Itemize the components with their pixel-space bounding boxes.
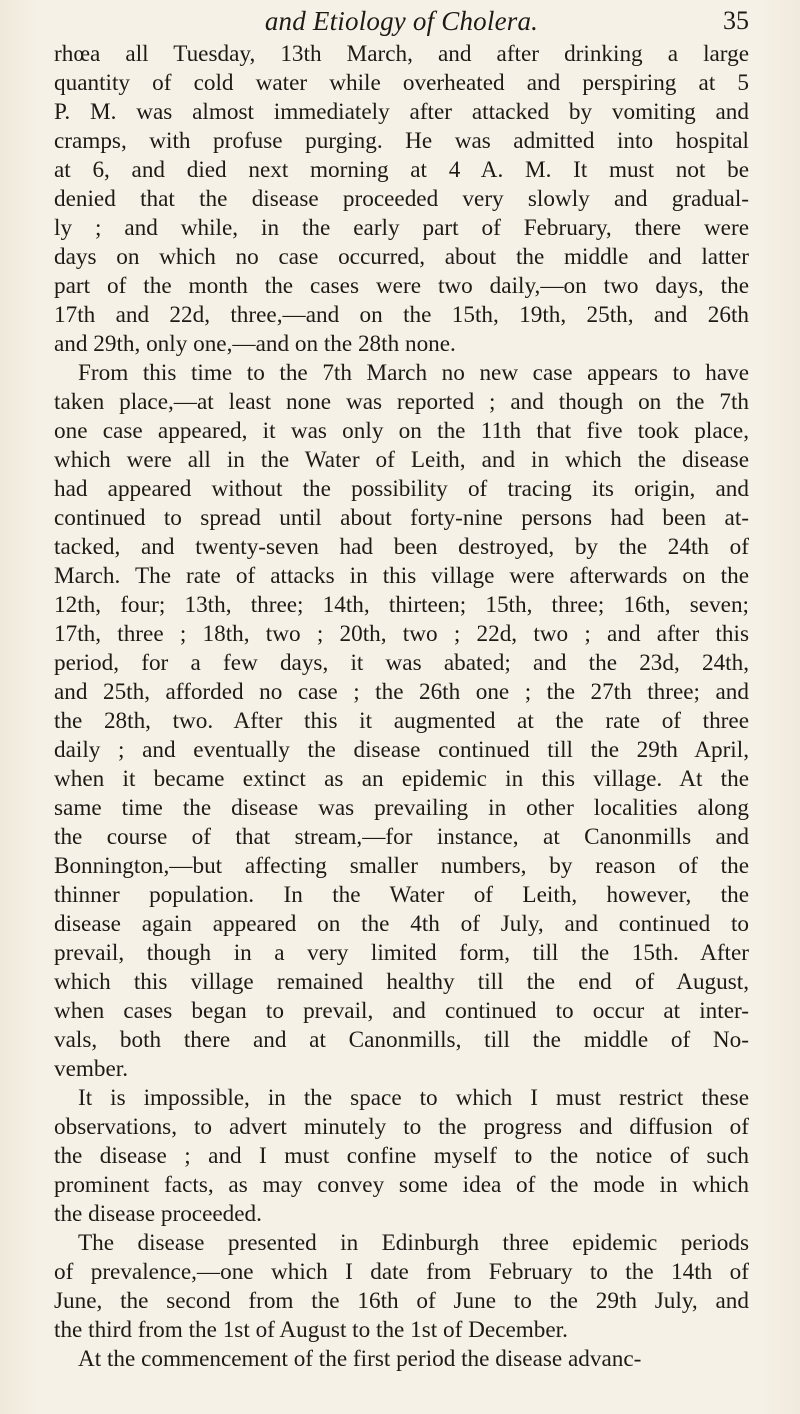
text-line: when cases began to prevail, and continued to occur at inter- — [54, 998, 749, 1024]
text-line: and 29th, only one,—and on the 28th none. — [54, 331, 456, 357]
text-line: vember. — [54, 1056, 129, 1082]
text-line: part of the month the cases were two daily,—on two days, the — [54, 273, 749, 299]
body-text — [54, 40, 749, 1374]
text-line: The disease presented in Edinburgh three epidemic periods — [78, 1230, 749, 1256]
text-line: at 6, and died next morning at 4 A. M. It must not be — [54, 157, 749, 183]
text-line: one case appeared, it was only on the 11th that five took place, — [54, 418, 749, 444]
text-line: 17th and 22d, three,—and on the 15th, 19th, 25th, and 26th — [54, 302, 749, 328]
text-line: of prevalence,—one which I date from February to the 14th of — [54, 1259, 749, 1285]
text-line: which were all in the Water of Leith, and in which the disease — [54, 447, 749, 473]
text-line: the third from the 1st of August to the 1st of December. — [54, 1317, 568, 1343]
text-line: which this village remained healthy till the end of August, — [54, 969, 749, 995]
text-line: the course of that stream,—for instance, at Canonmills and — [54, 824, 749, 850]
text-line: P. M. was almost immediately after attacked by vomiting and — [54, 99, 749, 125]
text-line: daily ; and eventually the disease continued till the 29th April, — [54, 737, 749, 763]
text-line: vals, both there and at Canonmills, till the middle of No- — [54, 1027, 749, 1053]
text-line: rhœa all Tuesday, 13th March, and after drinking a large — [54, 41, 749, 67]
text-line: cramps, with profuse purging. He was admitted into hospital — [54, 128, 749, 154]
text-line: the disease proceeded. — [54, 1201, 262, 1227]
text-line: observations, to advert minutely to the progress and diffusion of — [54, 1114, 749, 1140]
text-line: quantity of cold water while overheated and perspiring at 5 — [54, 70, 749, 96]
text-line: ly ; and while, in the early part of February, there were — [54, 215, 749, 241]
page-number: 35 — [723, 6, 749, 35]
text-line: June, the second from the 16th of June to the 29th July, and — [54, 1288, 749, 1314]
text-line: prevail, though in a very limited form, till the 15th. After — [54, 940, 749, 966]
text-line: March. The rate of attacks in this village were afterwards on the — [54, 563, 749, 589]
text-line: At the commencement of the first period the disease advanc- — [78, 1346, 642, 1372]
text-line: and 25th, afforded no case ; the 26th one ; the 27th three; and — [54, 679, 749, 705]
text-line: 12th, four; 13th, three; 14th, thirteen; 15th, three; 16th, seven; — [54, 592, 749, 618]
text-line: Bonnington,—but affecting smaller numbers, by reason of the — [54, 853, 749, 879]
text-line: 17th, three ; 18th, two ; 20th, two ; 22d, two ; and after this — [54, 621, 749, 647]
text-line: thinner population. In the Water of Leith, however, the — [54, 882, 749, 908]
text-line: days on which no case occurred, about the middle and latter — [54, 244, 749, 270]
text-line: the disease ; and I must confine myself to the notice of such — [54, 1143, 749, 1169]
text-line: when it became extinct as an epidemic in this village. At the — [54, 766, 749, 792]
text-line: continued to spread until about forty-nine persons had been at- — [54, 505, 749, 531]
text-line: denied that the disease proceeded very slowly and gradual- — [54, 186, 749, 212]
text-line: period, for a few days, it was abated; and the 23d, 24th, — [54, 650, 749, 676]
text-line: taken place,—at least none was reported ; and though on the 7th — [54, 389, 749, 415]
text-line: tacked, and twenty-seven had been destroyed, by the 24th of — [54, 534, 749, 560]
text-line: From this time to the 7th March no new case appears to have — [78, 360, 749, 386]
text-line: prominent facts, as may convey some idea of the mode in which — [54, 1172, 749, 1198]
text-line: It is impossible, in the space to which I must restrict these — [78, 1085, 749, 1111]
running-title: and Etiology of Cholera. — [264, 6, 539, 36]
text-line: disease again appeared on the 4th of July, and continued to — [54, 911, 749, 937]
text-line: the 28th, two. After this it augmented at the rate of three — [54, 708, 749, 734]
text-line: same time the disease was prevailing in other localities along — [54, 795, 749, 821]
text-line: had appeared without the possibility of tracing its origin, and — [54, 476, 749, 502]
